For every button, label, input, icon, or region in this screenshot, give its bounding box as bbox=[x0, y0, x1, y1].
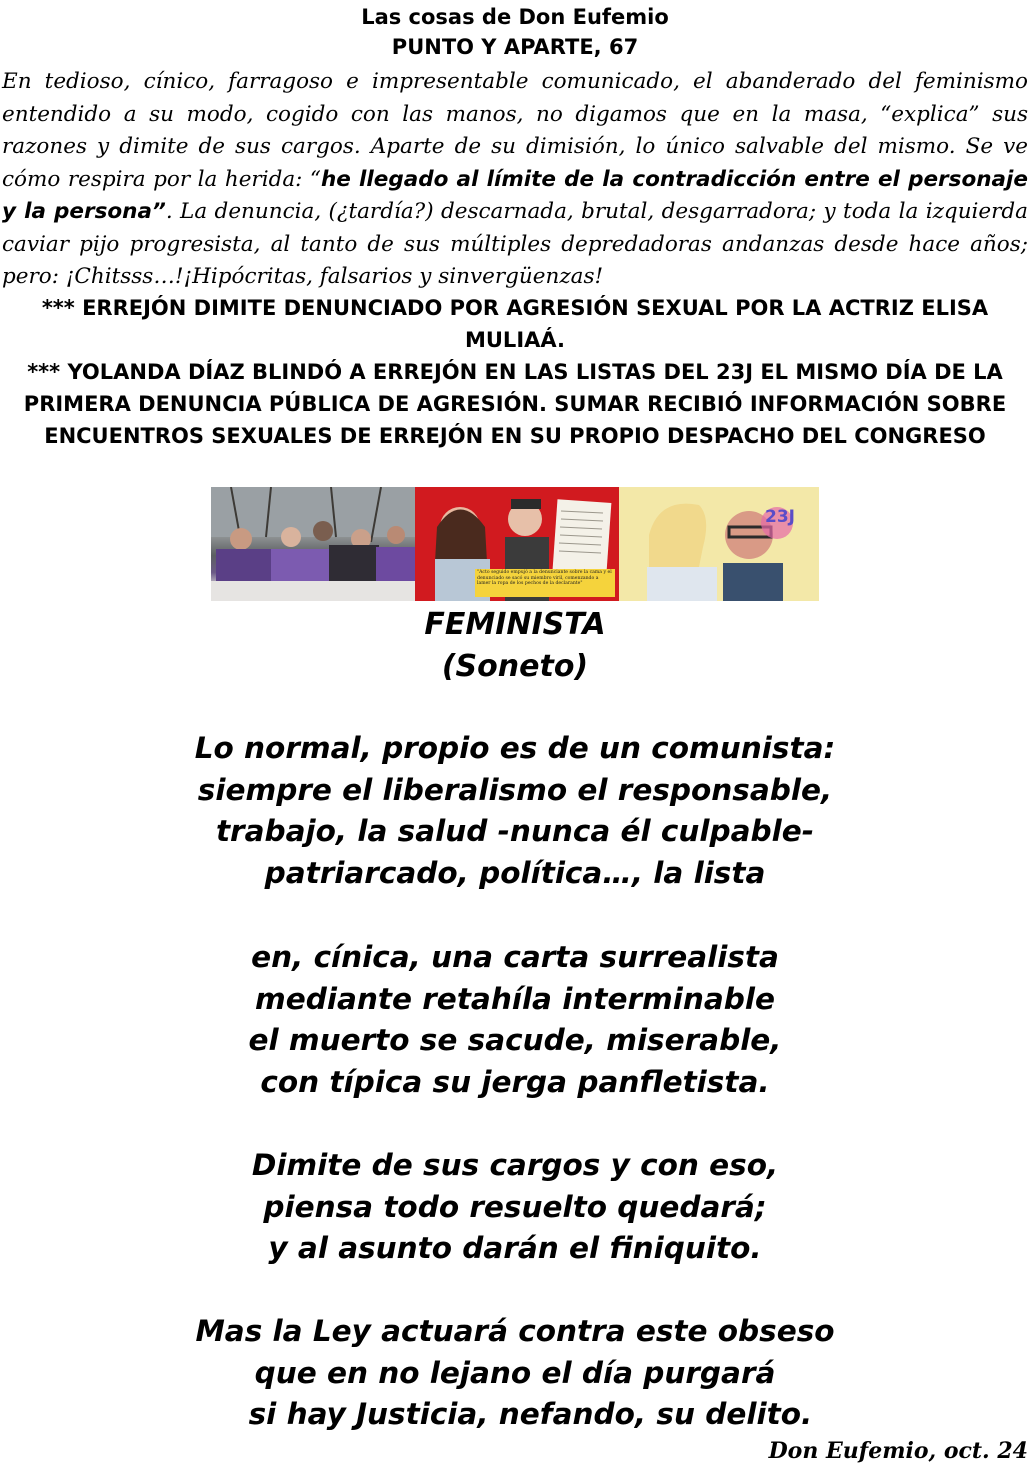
intro-paragraph bbox=[2, 66, 1028, 294]
poem-title: FEMINISTA bbox=[424, 607, 606, 642]
intro-text-after: . La denuncia, (¿tardía?) descarnada, brutal, desgarradora; y toda la izquierda caviar pijo progresista, al tanto de sus múltiples depredadoras andanzas desde hace años; pero: ¡Chitsss…!¡Hipócritas, falsarios y sinvergüenzas! bbox=[2, 199, 1028, 289]
signature: Don Eufemio, oct. 24 bbox=[768, 1438, 1028, 1464]
poem-line: piensa todo resuelto quedará; bbox=[263, 1189, 767, 1224]
news-headline-2: *** YOLANDA DÍAZ BLINDÓ A ERREJÓN EN LAS LISTAS DEL 23J EL MISMO DÍA DE LA PRIMERA DENUNCIA PÚBLICA DE AGRESIÓN. SUMAR RECIBIÓ INFORMACIÓN SOBRE ENCUENTROS SEXUALES DE ERREJÓN EN SU PROPIO DESPACHO DEL CONGRESO bbox=[23, 360, 1007, 448]
intro-text-before: En tedioso, cínico, farragoso e impresentable comunicado, el abanderado del feminismo entendido a su modo, cogido con las manos, no digamos que en la masa, “explica” sus razones y dimite de sus cargos. Aparte de su dimisión, lo único salvable del mismo. Se ve cómo respira por la herida: “ bbox=[2, 69, 1028, 192]
column-title: Las cosas de Don Eufemio bbox=[361, 5, 669, 29]
protest-photo bbox=[211, 487, 415, 601]
poem-line: patriarcado, política…, la lista bbox=[264, 855, 766, 890]
poem-line: que en no lejano el día purgará bbox=[254, 1355, 776, 1390]
document-quote-caption: "Acto seguido empujó a la denunciante sobre la cama y el denunciado se sacó su miembro viril, comenzando a lamer la ropa de los pechos de la declarante" bbox=[477, 570, 612, 587]
poem-stanza-3 bbox=[0, 1145, 1030, 1270]
23j-logo-text: 23J bbox=[765, 507, 795, 527]
poem-line: Mas la Ley actuará contra este obseso bbox=[195, 1314, 835, 1348]
poem-line: con típica su jerga panfletista. bbox=[260, 1064, 770, 1099]
poem-line: Lo normal, propio es de un comunista: bbox=[194, 731, 836, 765]
poem-line: en, cínica, una carta surrealista bbox=[251, 940, 779, 974]
poem-line: si hay Justicia, nefando, su delito. bbox=[217, 1397, 813, 1431]
poem-line: Dimite de sus cargos y con eso, bbox=[251, 1148, 779, 1182]
poem-line: mediante retahíla interminable bbox=[255, 981, 775, 1016]
issue-title: PUNTO Y APARTE, 67 bbox=[391, 35, 639, 59]
poem-line: el muerto se sacude, miserable, bbox=[248, 1023, 782, 1057]
photo-strip bbox=[211, 487, 819, 601]
news-headline-1: *** ERREJÓN DIMITE DENUNCIADO POR AGRESIÓN SEXUAL POR LA ACTRIZ ELISA MULIAÁ. bbox=[41, 296, 989, 352]
politicians-photo bbox=[619, 487, 819, 601]
poem-subtitle: (Soneto) bbox=[441, 649, 589, 684]
poem-stanza-2 bbox=[0, 937, 1030, 1103]
politicians-photo-art bbox=[619, 487, 819, 601]
protest-photo-art bbox=[211, 487, 415, 601]
poem-stanza-1 bbox=[0, 728, 1030, 894]
intro-quote: he llegado al límite de la contradicción entre el personaje y la persona” bbox=[2, 166, 1028, 224]
news-collage-photo bbox=[415, 487, 619, 601]
poem-line: siempre el liberalismo el responsable, bbox=[197, 772, 833, 807]
poem-line: y al asunto darán el finiquito. bbox=[268, 1231, 762, 1265]
poem-line: trabajo, la salud -nunca él culpable- bbox=[215, 814, 815, 848]
poem-stanza-4 bbox=[0, 1311, 1030, 1436]
